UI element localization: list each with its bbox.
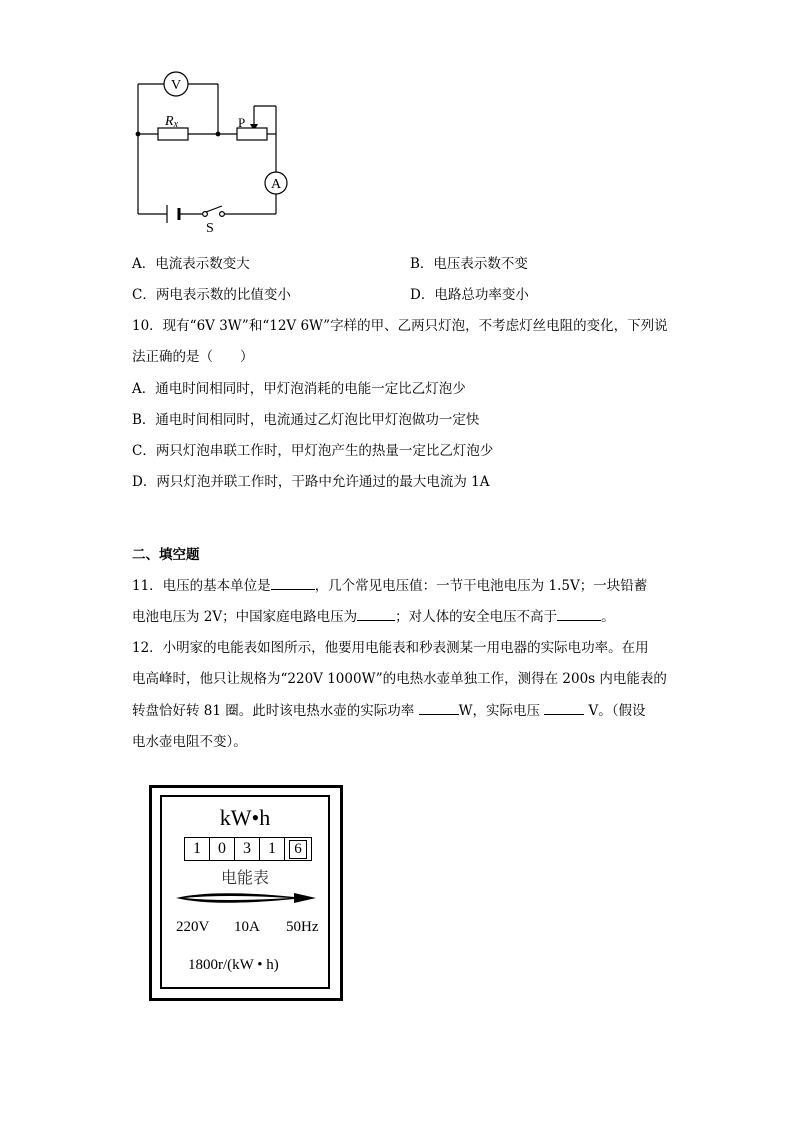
resistor-label: Rx: [165, 114, 179, 130]
q10-option-b: B．通电时间相同时，电流通过乙灯泡比甲灯泡做功一定快: [132, 412, 480, 428]
q10-stem-line2: 法正确的是（ ）: [132, 349, 254, 365]
section-title: 二、填空题: [132, 547, 200, 563]
q9-option-d: D．电路总功率变小: [410, 287, 529, 303]
meter-constant: 1800r/(kW • h): [188, 957, 279, 973]
q10-stem-line1: 10．现有“6V 3W”和“12V 6W”字样的甲、乙两只灯泡，不考虑灯丝电阻的变化，下列说: [132, 318, 668, 334]
meter-digit: 3: [235, 838, 260, 860]
q11-line2: 电池电压为 2V；中国家庭电路电压为 ；对人体的安全电压不高于 。: [132, 609, 615, 625]
voltmeter-label: V: [170, 78, 182, 93]
q9-option-a: A．电流表示数变大: [132, 256, 250, 272]
q10-option-c: C．两只灯泡串联工作时，甲灯泡产生的热量一定比乙灯泡少: [132, 443, 494, 459]
q12-line3: 转盘恰好转 81 圈。此时该电热水壶的实际功率 W，实际电压 V。（假设: [132, 703, 646, 719]
q9-option-b: B．电压表示数不变: [410, 256, 528, 272]
meter-digit: 0: [210, 838, 235, 860]
meter-digit: 1: [185, 838, 210, 860]
meter-pointer-icon: [174, 887, 320, 909]
q12-line2: 电高峰时，他只让规格为“220V 1000W”的电热水壶单独工作，测得在 200s 内电能表的: [132, 671, 667, 687]
meter-label: 电能表: [220, 868, 269, 887]
q12-line1: 12．小明家的电能表如图所示，他要用电能表和秒表测某一用电器的实际电功率。在用: [132, 640, 649, 656]
answer-blank[interactable]: [357, 608, 395, 621]
answer-blank[interactable]: [419, 702, 459, 715]
q12-line4: 电水壶电阻不变）。: [132, 734, 247, 750]
meter-digit: 1: [260, 838, 285, 860]
q10-option-d: D．两只灯泡并联工作时，干路中允许通过的最大电流为 1A: [132, 474, 490, 490]
answer-blank[interactable]: [557, 608, 601, 621]
electricity-meter: [149, 785, 343, 1001]
meter-current: 10A: [234, 919, 260, 935]
meter-unit: kW•h: [219, 805, 271, 830]
circuit-diagram: [120, 60, 290, 240]
answer-blank[interactable]: [271, 577, 315, 590]
meter-digit-row: [184, 837, 312, 861]
meter-voltage: 220V: [176, 919, 210, 935]
q11-line1: 11．电压的基本单位是 ，几个常见电压值：一节干电池电压为 1.5V；一块铅蓄: [132, 578, 648, 594]
switch-label: S: [206, 221, 214, 236]
answer-blank[interactable]: [544, 702, 584, 715]
ammeter-label: A: [270, 177, 282, 192]
q9-option-c: C．两电表示数的比值变小: [132, 287, 291, 303]
slider-label: P: [238, 115, 246, 130]
meter-inner-frame: [160, 795, 330, 989]
meter-frequency: 50Hz: [286, 919, 319, 935]
q10-option-a: A．通电时间相同时，甲灯泡消耗的电能一定比乙灯泡少: [132, 381, 466, 397]
meter-digit-decimal: 6: [285, 838, 311, 860]
